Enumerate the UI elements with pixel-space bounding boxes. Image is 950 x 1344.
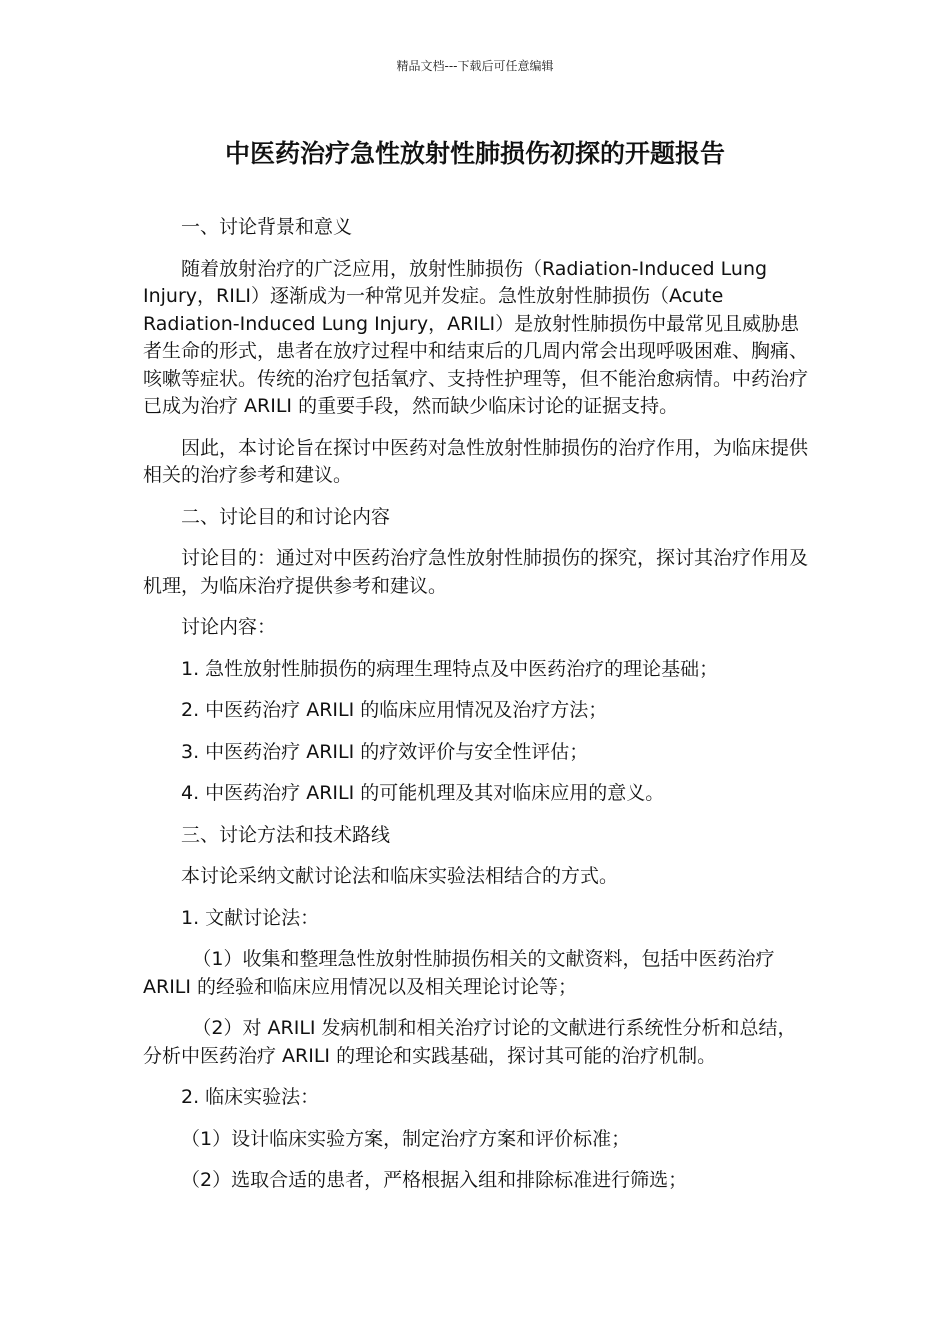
- method-step: （1）设计临床实验方案，制定治疗方案和评价标准；: [181, 1127, 631, 1150]
- list-item: 1. 急性放射性肺损伤的病理生理特点及中医药治疗的理论基础；: [181, 657, 719, 680]
- section-heading-methods: 三、讨论方法和技术路线: [181, 823, 391, 846]
- paragraph-background: 随着放射治疗的广泛应用，放射性肺损伤（Radiation-Induced Lung Injury，RILI）逐渐成为一种常见并发症。急性放射性肺损伤（Acute Radiation-Induced Lung Injury，ARILI）是放射性肺损伤中最常见且威胁患者生命的形式，患者在放疗过程中和结束后的几周内常会出现呼吸困难、胸痛、咳嗽等症状。传统的治疗包括氧疗、支持性护理等，但不能治愈病情。中药治疗已成为治疗 ARILI 的重要手段，然而缺少临床讨论的证据支持。: [143, 257, 809, 417]
- list-item: 3. 中医药治疗 ARILI 的疗效评价与安全性评估；: [181, 740, 589, 763]
- list-item: 4. 中医药治疗 ARILI 的可能机理及其对临床应用的意义。: [181, 782, 665, 804]
- document-body: [143, 214, 809, 1209]
- header-note: 精品文档---下载后可任意编辑: [396, 59, 554, 73]
- paragraph-content-label: 讨论内容：: [181, 616, 277, 638]
- list-item: 2. 中医药治疗 ARILI 的临床应用情况及治疗方法；: [181, 699, 608, 721]
- section-heading-objectives: 二、讨论目的和讨论内容: [181, 505, 391, 528]
- method-step: （2）对 ARILI 发病机制和相关治疗讨论的文献进行系统性分析和总结，分析中医药治疗 ARILI 的理论和实践基础，探讨其可能的治疗机制。: [143, 1017, 797, 1067]
- method-heading-literature: 1. 文献讨论法：: [181, 906, 320, 929]
- method-step: （1）收集和整理急性放射性肺损伤相关的文献资料，包括中医药治疗 ARILI 的经验和临床应用情况以及相关理论讨论等；: [143, 948, 775, 998]
- paragraph-objective: 讨论目的：通过对中医药治疗急性放射性肺损伤的探究，探讨其治疗作用及机理，为临床治疗提供参考和建议。: [143, 547, 809, 597]
- document-title: 中医药治疗急性放射性肺损伤初探的开题报告: [224, 139, 725, 168]
- paragraph-methods-intro: 本讨论采纳文献讨论法和临床实验法相结合的方式。: [181, 865, 619, 887]
- method-step: （2）选取合适的患者，严格根据入组和排除标准进行筛选；: [181, 1169, 688, 1191]
- method-heading-clinical: 2. 临床实验法：: [181, 1086, 320, 1108]
- section-heading-background: 一、讨论背景和意义: [181, 216, 353, 238]
- paragraph-purpose-summary: 因此，本讨论旨在探讨中医药对急性放射性肺损伤的治疗作用，为临床提供相关的治疗参考和建议。: [143, 436, 809, 486]
